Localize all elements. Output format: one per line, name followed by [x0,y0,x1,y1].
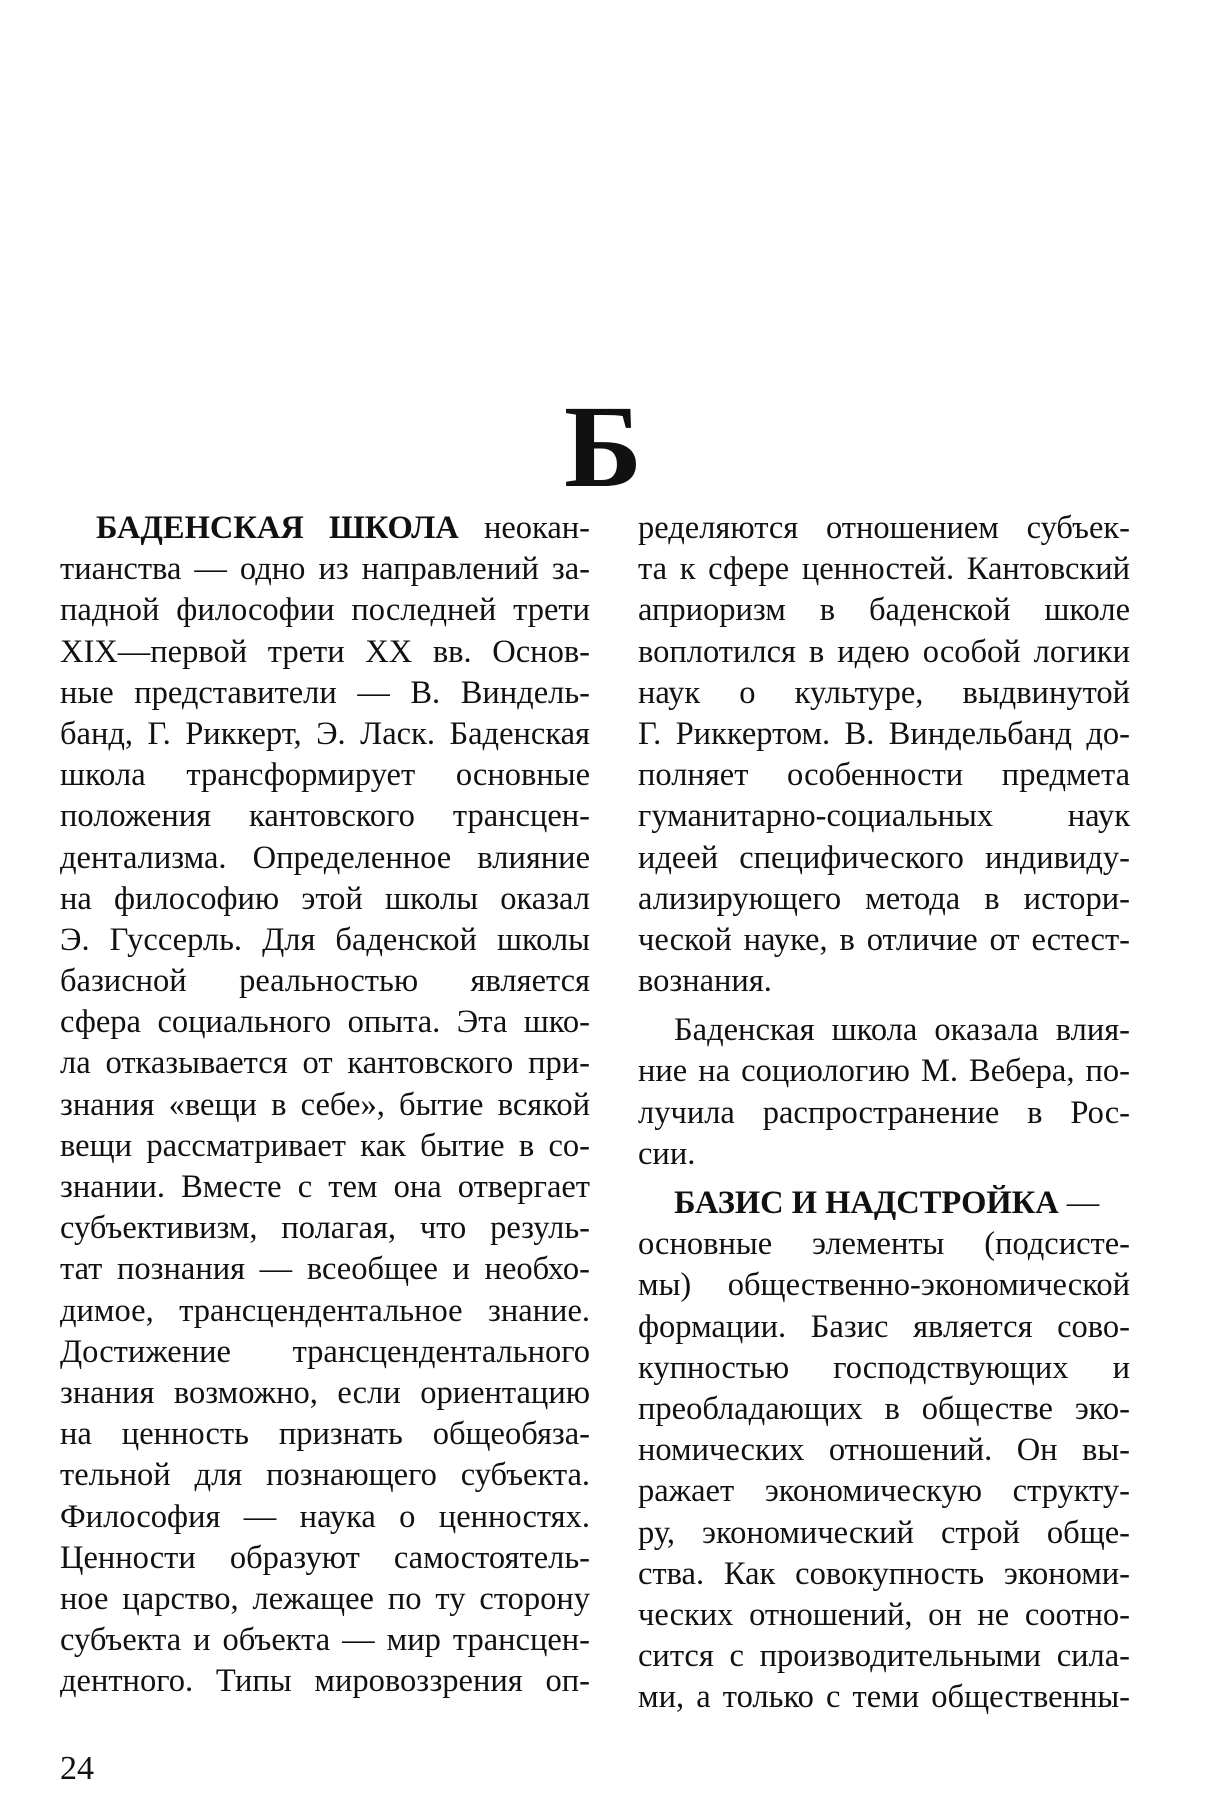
text-line: номических отношений. Он вы- [638,1432,1130,1469]
paragraph-gap [638,1175,1130,1183]
page-number: 24 [60,1750,94,1787]
text-line: базисной реальностью является [60,963,590,1000]
text-line: ческих отношений, он не соотно- [638,1596,1130,1633]
text-line: банд, Г. Риккерт, Э. Ласк. Баденская [60,715,590,752]
text-line: полняет особенности предмета [638,757,1130,794]
text-line: Достижение трансцендентального [60,1333,590,1370]
text-line: преобладающих в обществе эко- [638,1390,1130,1427]
text-line: ализирующего метода в истори- [638,880,1130,917]
text-line: субъективизм, полагая, что резуль- [60,1210,590,1247]
text-line: вознания. [638,963,772,1000]
section-letter: Б [563,381,642,512]
text-line: сится с производительными сила- [638,1638,1130,1675]
text-line: Э. Гуссерль. Для баденской школы [60,921,590,958]
entry-term: БАЗИС И НАДСТРОЙКА [674,1185,1059,1221]
text-line: димое, трансцендентальное знание. [60,1292,590,1329]
text-line: наук о культуре, выдвинутой [638,674,1130,711]
text-line: Г. Риккертом. В. Виндельбанд до- [638,715,1130,752]
text-line: субъекта и объекта — мир трансцен- [60,1622,590,1659]
text-line: положения кантовского трансцен- [60,798,590,835]
text-line: воплотился в идею особой логики [638,633,1130,670]
text-line: ла отказывается от кантовского при- [60,1045,590,1082]
text-line: падной философии последней трети [60,592,590,629]
text-line: ные представители — В. Виндель- [60,674,590,711]
entry-first-line [638,1183,1130,1224]
entry-first-line [60,508,590,549]
text-line: та к сфере ценностей. Кантовский [638,551,1130,588]
text-line: лучила распространение в Рос- [638,1094,1130,1131]
text-line: вещи рассматривает как бытие в со- [60,1127,590,1164]
text-line: ческой науке, в отличие от естест- [638,921,1130,958]
text-line: основные элементы (подсисте- [638,1226,1130,1263]
entry-term: БАДЕНСКАЯ ШКОЛА [96,510,459,546]
right-column [638,508,1130,1718]
text-line: дентного. Типы мировоззрения оп- [60,1663,590,1700]
text-line: ражает экономическую структу- [638,1473,1130,1510]
paragraph-gap [638,1002,1130,1010]
text-line: сфера социального опыта. Эта шко- [60,1004,590,1041]
text-line: знания возможно, если ориентацию [60,1374,590,1411]
text-line: ние на социологию М. Вебера, по- [638,1053,1130,1090]
text-line: тельной для познающего субъекта. [60,1457,590,1494]
text-line: на ценность признать общеобяза- [60,1416,590,1453]
text-line: тат познания — всеобщее и необхо- [60,1251,590,1288]
text-line: ределяются отношением субъек- [638,510,1130,546]
text-line: знания «вещи в себе», бытие всякой [60,1086,590,1123]
text-line: гуманитарно-социальных наук [638,798,1130,835]
text-line: на философию этой школы оказал [60,880,590,917]
text-line: сии. [638,1135,696,1172]
text-line: дентализма. Определенное влияние [60,839,590,876]
text-line: ми, а только с теми общественны- [638,1679,1130,1716]
text-line: знании. Вместе с тем она отвергает [60,1169,590,1205]
text-line: школа трансформирует основные [60,757,590,794]
text-line: XIX—первой трети XX вв. Основ- [60,633,590,670]
text-line: тианства — одно из направлений за- [60,551,590,588]
text-line: идеей специфического индивиду- [638,839,1130,876]
text-line: ства. Как совокупность экономи- [638,1555,1130,1592]
entry-first-line-text: неокан- [458,510,590,546]
text-line: мы) общественно-экономической [638,1267,1130,1304]
text-line: Ценности образуют самостоятель- [60,1539,590,1576]
text-line: купностью господствующих и [638,1349,1130,1386]
text-line: ру, экономический строй обще- [638,1514,1130,1551]
entry-first-line-text: — [1058,1185,1100,1221]
text-line: формации. Базис является сово- [638,1308,1130,1345]
text-line: ное царство, лежащее по ту сторону [60,1580,590,1617]
text-line: Баденская школа оказала влия- [674,1012,1130,1049]
left-column [60,508,590,1702]
text-line: Философия — наука о ценностях. [60,1498,590,1535]
text-line: априоризм в баденской школе [638,592,1130,629]
